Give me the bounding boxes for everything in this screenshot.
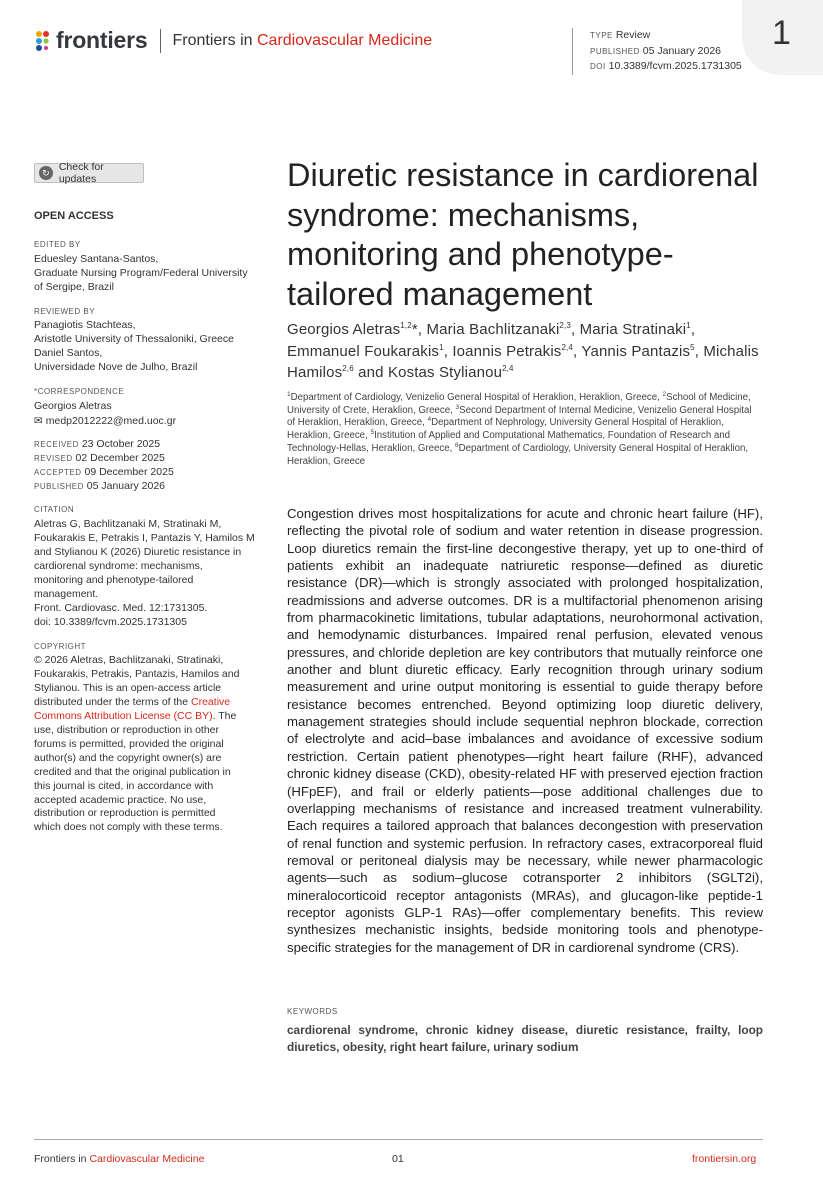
citation-text: Aletras G, Bachlitzanaki M, Stratinaki M, Foukarakis E, Petrakis I, Pantazis Y, Hamilos M and Stylianou K (2026) Diuretic resistance in cardiorenal syndrome: mechanisms, monitoring and phenotype-tailored management. Front. Cardiovasc. Med. 12:1731305. doi: 10.3389/fcvm.2025.1731305: [34, 518, 255, 628]
check-for-updates-label: Check for updates: [58, 161, 104, 185]
header-divider: [160, 29, 161, 53]
author[interactable]: Michalis Hamilos: [287, 342, 759, 381]
refresh-icon: ↻: [39, 166, 53, 180]
author-separator: ,: [694, 342, 704, 360]
author-list: [287, 319, 767, 384]
author[interactable]: Kostas Stylianou: [387, 364, 503, 381]
author-affiliation-marker: 5: [690, 342, 695, 352]
revised-label: REVISED: [34, 453, 73, 463]
brand-name: frontiers: [56, 27, 148, 53]
affiliation-text: Department of Cardiology, University General Hospital of Heraklion, Heraklion, Greece: [287, 442, 749, 467]
received-label: RECEIVED: [34, 439, 79, 449]
footer-page-number: 01: [392, 1153, 404, 1165]
author[interactable]: Maria Bachlitzanaki: [426, 321, 560, 338]
journal-prefix: Frontiers in: [172, 31, 257, 49]
license-link[interactable]: Creative Commons Attribution License (CC BY): [34, 696, 231, 723]
author[interactable]: Emmanuel Foukarakis: [287, 342, 440, 360]
corresponding-author-marker: *: [411, 321, 418, 338]
open-access-label: OPEN ACCESS: [34, 210, 114, 222]
affiliation-number: 6: [455, 441, 459, 449]
author-separator: ,: [443, 342, 453, 360]
journal-name: [173, 32, 433, 50]
sidebar: [34, 210, 256, 835]
author-separator: ,: [690, 321, 696, 338]
doi-value[interactable]: 10.3389/fcvm.2025.1731305: [608, 60, 742, 72]
frontiers-logo[interactable]: [34, 27, 432, 54]
dates: [34, 438, 256, 494]
affiliations: [287, 392, 752, 468]
received-date: 23 October 2025: [81, 437, 161, 450]
author-separator: and: [353, 364, 388, 381]
author-affiliation-marker: 2,6: [342, 364, 354, 373]
doi-label: DOI: [590, 62, 606, 71]
author[interactable]: Ioannis Petrakis: [452, 342, 562, 360]
published-value: 05 January 2026: [642, 44, 722, 57]
footer-journal-accent: Cardiovascular Medicine: [89, 1153, 205, 1165]
author[interactable]: Yannis Pantazis: [581, 342, 691, 360]
footer-site-link[interactable]: frontiersin.org: [692, 1153, 757, 1165]
author-affiliation-marker: 1: [439, 342, 444, 352]
author-affiliation-marker: 1: [686, 321, 691, 330]
author[interactable]: Maria Stratinaki: [579, 321, 687, 338]
correspondence-label: *CORRESPONDENCE: [34, 387, 125, 397]
type-value: Review: [615, 29, 651, 41]
citation-label: CITATION: [34, 505, 75, 515]
frontiers-logo-icon: [34, 30, 52, 52]
affiliation-number: 1: [287, 390, 291, 398]
correspondence-name: Georgios Aletras: [34, 399, 112, 412]
article-meta: [572, 28, 742, 75]
affiliation-text: Institution of Applied and Computational Mathematics, Foundation of Research and Technology-Hellas, Heraklion, Greece,: [287, 430, 731, 454]
journal-accent: Cardiovascular Medicine: [256, 31, 433, 49]
affiliation-number: 3: [455, 403, 460, 411]
footer-journal-prefix: Frontiers in: [34, 1153, 90, 1165]
revised-date: 02 December 2025: [75, 451, 165, 464]
author-separator: ,: [573, 342, 582, 360]
abstract: Congestion drives most hospitalizations for acute and chronic heart failure (HF), reflecting the pivotal role of sodium and water retention in disease progression. Loop diuretics remain the first-line decongestive therapy, yet up to one-third of patients exhibit an inadequate natriuretic response—defined as diuretic resistance (DR)—which is strongly associated with prolonged hospitalization, readmissions and adverse outcomes. DR is a multifactorial phenomenon arising from pharmacokinetic limitations, tubular adaptations, neurohormonal activation, and hemodynamic disturbances. Impaired renal perfusion, elevated venous pressures, and chloride depletion are key contributors that mutually reinforce one another and blunt diuretic efficacy. Early recognition through urinary sodium measurement and urine output monitoring is essential to guide therapy before resistance becomes entrenched. Beyond optimizing loop diuretic delivery, management strategies should include sequential nephron blockade, correction of electrolyte and acid–base imbalances and avoidance of excessive sodium restriction. Certain patient phenotypes—right heart failure (RHF), advanced chronic kidney disease (CKD), obesity-related HF with preserved ejection fraction (HFpEF), and frail or elderly patients—pose additional challenges due to overlapping mechanisms of resistance and increased treatment vulnerability. Each requires a tailored approach that balances decongestion with preservation of renal function and systemic perfusion. In refractory cases, extracorporeal fluid removal or peritoneal dialysis may be necessary, while newer pharmacologic agents—such as sodium–glucose cotransporter 2 inhibitors (SGLT2i), mineralocorticoid receptor antagonists (MRAs), and glucagon-like peptide-1 receptor agonists GLP-1 RAs)—offer complementary benefits. This review synthesizes mechanistic insights, bedside monitoring tools and phenotype-specific strategies for the management of DR in cardiorenal syndrome (CRS).: [287, 506, 763, 955]
type-label: TYPE: [590, 31, 613, 40]
footer-divider: [34, 1139, 763, 1140]
affiliation-text: School of Medicine, University of Crete, Heraklion, Greece,: [287, 392, 751, 416]
author-separator: ,: [417, 321, 427, 338]
author[interactable]: Georgios Aletras: [287, 321, 401, 338]
reviewed-by-text: Panagiotis Stachteas, Aristotle University of Thessaloniki, Greece Daniel Santos, Universidade Nove de Julho, Brazil: [34, 319, 234, 374]
published-label: PUBLISHED: [590, 46, 640, 56]
author-affiliation-marker: 2,3: [559, 321, 571, 330]
author-affiliation-marker: 2,4: [561, 342, 574, 352]
author-separator: ,: [571, 321, 580, 338]
accepted-date: 09 December 2025: [84, 465, 174, 478]
page-number: 1: [772, 14, 791, 52]
accepted-label: ACCEPTED: [34, 467, 82, 477]
keywords: cardiorenal syndrome, chronic kidney disease, diuretic resistance, frailty, loop diuretics, obesity, right heart failure, urinary sodium: [287, 1023, 763, 1054]
correspondence-email[interactable]: medp2012222@med.uoc.gr: [45, 414, 177, 427]
affiliation-number: 5: [370, 428, 375, 436]
copyright-label: COPYRIGHT: [34, 641, 87, 651]
copyright-text-start: © 2026 Aletras, Bachlitzanaki, Stratinaki, Foukarakis, Petrakis, Pantazis, Hamilos and Stylianou. This is an open-access article distributed under the terms of the: [34, 654, 240, 709]
correspondence-email-row[interactable]: [34, 415, 256, 429]
copyright-text: [34, 654, 256, 835]
copyright-text-end: . The use, distribution or reproduction in other forums is permitted, provided the original author(s) and the copyright owner(s) are credited and that the original publication in this journal is cited, in accordance with accepted academic practice. No use, distribution or reproduction is permitted which does not comply with these terms.: [34, 710, 237, 834]
affiliation-number: 2: [662, 390, 667, 398]
keywords-label: KEYWORDS: [287, 1007, 338, 1016]
article-title: Diuretic resistance in cardiorenal syndrome: mechanisms, monitoring and phenotype-tailored management: [287, 157, 759, 312]
published-date: 05 January 2026: [86, 479, 166, 492]
reviewed-by-label: REVIEWED BY: [34, 306, 96, 316]
edited-by-label: EDITED BY: [34, 239, 81, 249]
published-date-label: PUBLISHED: [34, 481, 84, 491]
affiliation-text: Department of Nephrology, University General Hospital of Heraklion, Heraklion, Greece,: [287, 417, 724, 442]
author-affiliation-marker: 2,4: [502, 364, 514, 373]
affiliation-text: Second Department of Internal Medicine, Venizelio General Hospital of Heraklion, Heraklion, Greece,: [287, 404, 752, 429]
edited-by-text: Eduesley Santana-Santos, Graduate Nursing Program/Federal University of Sergipe, Brazil: [34, 252, 248, 293]
author-affiliation-marker: 1,2: [400, 321, 412, 330]
mail-icon: ✉: [34, 414, 43, 427]
affiliation-text: Department of Cardiology, Venizelio General Hospital of Heraklion, Heraklion, Greece,: [290, 392, 663, 403]
footer-journal[interactable]: [34, 1153, 204, 1165]
check-for-updates-button[interactable]: [34, 163, 144, 183]
affiliation-number: 4: [427, 416, 432, 424]
